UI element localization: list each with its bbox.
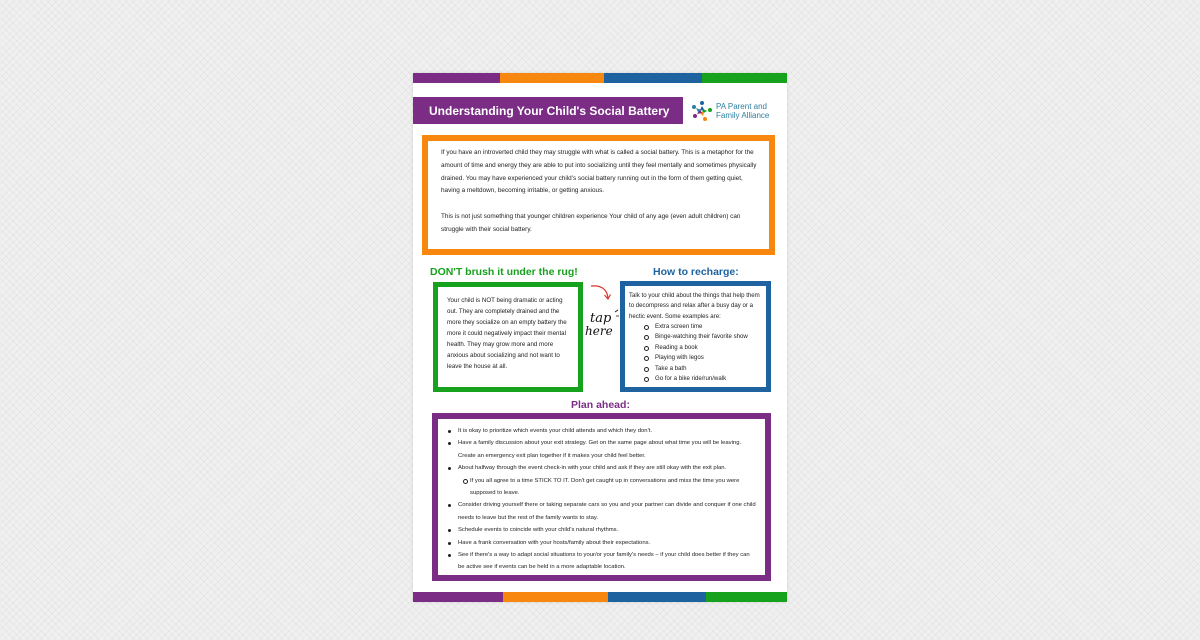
recharge-list [629,322,760,384]
intro-paragraph-1: If you have an introverted child they may struggle with what is called a social battery. This is a metaphor for the amount of time and energy they are able to put into socializing until they feel mentally and sometimes physically drained. You may have experienced your child's social battery running out in the form of them getting quiet, having a meltdown, becoming irritable, or getting anxious. [441,149,757,195]
stripe-orange [503,592,608,602]
tap-word: tap [590,311,612,326]
stripe-purple [413,592,503,602]
list-item: Playing with legos [655,353,760,363]
list-item: About halfway through the event check-in with your child and ask if they are still okay with the exit plan. [453,462,757,474]
list-item: Schedule events to coincide with your child's natural rhythms. [453,524,757,536]
stripe-green [706,592,787,602]
flyer-page [413,73,787,602]
list-item: See if there's a way to adapt social situations to your/or your family's needs – if your child does better if they can be active see if events can be held in a more adaptable location. [453,549,757,574]
plan-heading: Plan ahead: [571,399,630,411]
stripe-orange [500,73,604,83]
pinwheel-people-icon [691,100,713,122]
stripe-purple [413,73,500,83]
recharge-heading: How to recharge: [653,266,739,278]
bottom-color-stripe [413,592,787,602]
plan-box [432,413,771,581]
list-item: Binge-watching their favorite show [655,332,760,342]
rug-box [433,282,583,392]
logo-line-2: Family Alliance [716,111,770,120]
intro-box [422,135,775,255]
plan-list [453,425,757,574]
here-word: here [585,324,613,338]
stripe-blue [604,73,702,83]
list-item: Take a bath [655,364,760,374]
organization-logo [691,98,787,124]
rug-heading: DON'T brush it under the rug! [430,266,578,278]
list-item: Go for a bike ride/run/walk [655,374,760,384]
list-item: Consider driving yourself there or taking separate cars so you and your partner can divide and conquer if one child needs to leave but the rest of the family wants to stay. [453,499,757,524]
page-title: Understanding Your Child's Social Battery [429,103,670,118]
rug-text: Your child is NOT being dramatic or acting out. They are completely drained and the more they socialize on an empty battery the more it could negatively impact their mental health. They may grow more and more anxious about socializing and not want to leave the house at all. [447,297,567,370]
stripe-green [702,73,787,83]
recharge-intro: Talk to your child about the things that help them to decompress and relax after a busy day or a hectic event. Some examples are: [629,292,760,320]
title-banner [413,97,683,124]
recharge-box [620,281,771,392]
list-item: Extra screen time [655,322,760,332]
sub-list-item: If you all agree to a time STICK TO IT. Don't get caught up in conversations and miss the time you were supposed to leave. [453,475,757,500]
tap-here-doodle [585,283,621,338]
intro-paragraph-2: This is not just something that younger children experience Your child of any age (even adult children) can struggle with their social battery. [441,212,741,233]
logo-wordmark [716,102,769,120]
list-item: Have a family discussion about your exit strategy. Get on the same page about what time you will be leaving. Create an emergency exit plan together if it makes your child feel better. [453,437,757,462]
list-item: Have a frank conversation with your hosts/family about their expectations. [453,537,757,549]
list-item: It is okay to prioritize which events your child attends and which they don't. [453,425,757,437]
logo-line-1: PA Parent and [716,102,767,111]
list-item: Reading a book [655,343,760,353]
stripe-blue [608,592,706,602]
top-color-stripe [413,73,787,83]
